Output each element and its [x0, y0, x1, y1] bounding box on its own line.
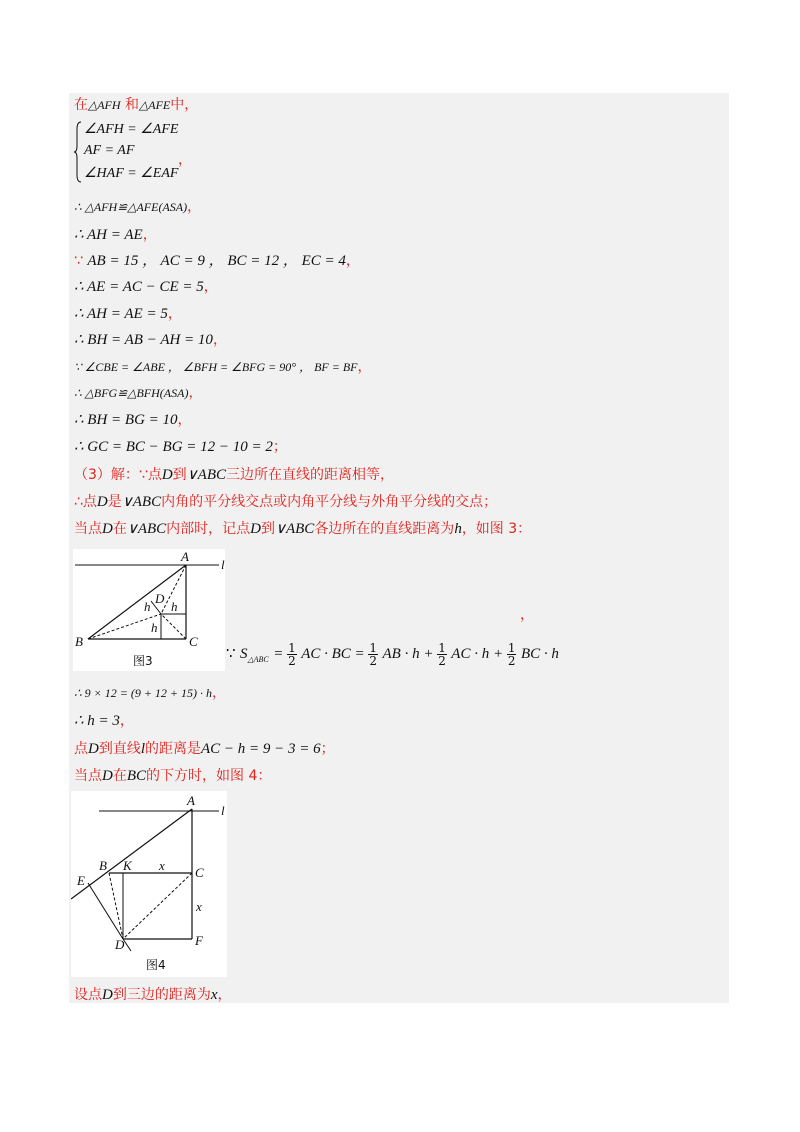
fig4-label-a: A: [187, 793, 195, 808]
system-row-2: AF = AF: [84, 143, 135, 158]
fig4-label-k: K: [123, 858, 132, 873]
area-formula: ∵ $S_{\triangle ABC}$ = $\frac{1}{2}$ AC · BC = $\frac{1}{2}$ AB · h + $\frac{1}{2}$ AC · h + $\frac{1}{2}$ BC · h: [226, 640, 559, 668]
system-comma: ，: [178, 153, 192, 168]
figure-3: [73, 549, 225, 671]
line-bisector-note: ∴点D是∨ABC内角的平分线交点或内角平分线与外角平分线的交点；: [74, 494, 498, 510]
fig3-label-h1: h: [144, 599, 151, 614]
line-given-values: ∵ AB = 15 ， AC = 9 ， BC = 12 ， EC = 4，: [74, 253, 360, 269]
line-bh-value: ∴ BH = AB − AH = 10，: [74, 332, 227, 348]
line-bg-value: ∴ BH = BG = 10，: [74, 412, 192, 428]
system-row-1: ∠AFH = ∠AFE: [84, 122, 179, 137]
fig3-caption: 图3: [133, 654, 153, 668]
line-triangles-intro: 在△AFH 和△AFE中，: [74, 97, 199, 113]
figure-4: [71, 791, 227, 977]
fig4-label-c: C: [195, 865, 204, 880]
system-row-3: ∠HAF = ∠EAF: [84, 166, 179, 181]
line-ah-ae: ∴ AH = AE，: [74, 227, 157, 243]
fig4-label-l: l: [221, 803, 225, 818]
fig3-label-a: A: [181, 549, 189, 564]
line-h-value: ∴ h = 3，: [74, 713, 134, 729]
line-let-x: 设点D到三边的距离为x，: [74, 987, 232, 1003]
line-distance-result: 点D到直线l的距离是AC − h = 9 − 3 = 6；: [74, 741, 335, 757]
fig4-label-e: E: [77, 873, 85, 888]
fig3-label-c: C: [189, 634, 198, 649]
fig3-label-l: l: [221, 557, 225, 572]
line-area-equation: ∴ 9 × 12 = (9 + 12 + 15) · h，: [74, 685, 227, 701]
line-ah-value: ∴ AH = AE = 5，: [74, 306, 182, 322]
line-case-inside: 当点D在∨ABC内部时，记点D到∨ABC各边所在的直线距离为h，如图 3：: [74, 521, 532, 537]
fig4-label-x1: x: [159, 858, 165, 873]
line-ae-value: ∴ AE = AC − CE = 5，: [74, 279, 218, 295]
fig3-label-d: D: [155, 591, 165, 606]
line-gc-value: ∴ GC = BC − BG = 12 − 10 = 2；: [74, 439, 287, 455]
fig4-label-d: D: [115, 937, 125, 952]
equation-system: [74, 121, 194, 185]
fig3-label-h2: h: [171, 599, 178, 614]
fig4-label-f: F: [195, 933, 203, 948]
line-angles: ∵ ∠CBE = ∠ABE ， ∠BFH = ∠BFG = 90° ， BF = BF，: [74, 359, 372, 375]
stray-comma: ，: [520, 607, 534, 623]
fig3-label-h3: h: [151, 620, 158, 635]
brace-icon: [74, 121, 82, 183]
line-congruent-2: ∴ △BFG≌△BFH(ASA)，: [74, 385, 203, 401]
line-congruent-1: ∴ △AFH≌△AFE(ASA)，: [74, 199, 202, 215]
line-case-below: 当点D在BC的下方时，如图 4：: [74, 768, 272, 784]
fig3-label-b: B: [75, 634, 83, 649]
line-part3-intro: （3）解：∵点D到∨ABC三边所在直线的距离相等，: [74, 467, 394, 483]
fig4-caption: 图4: [146, 958, 166, 972]
fig4-label-b: B: [99, 858, 107, 873]
fig4-label-x2: x: [196, 899, 202, 914]
